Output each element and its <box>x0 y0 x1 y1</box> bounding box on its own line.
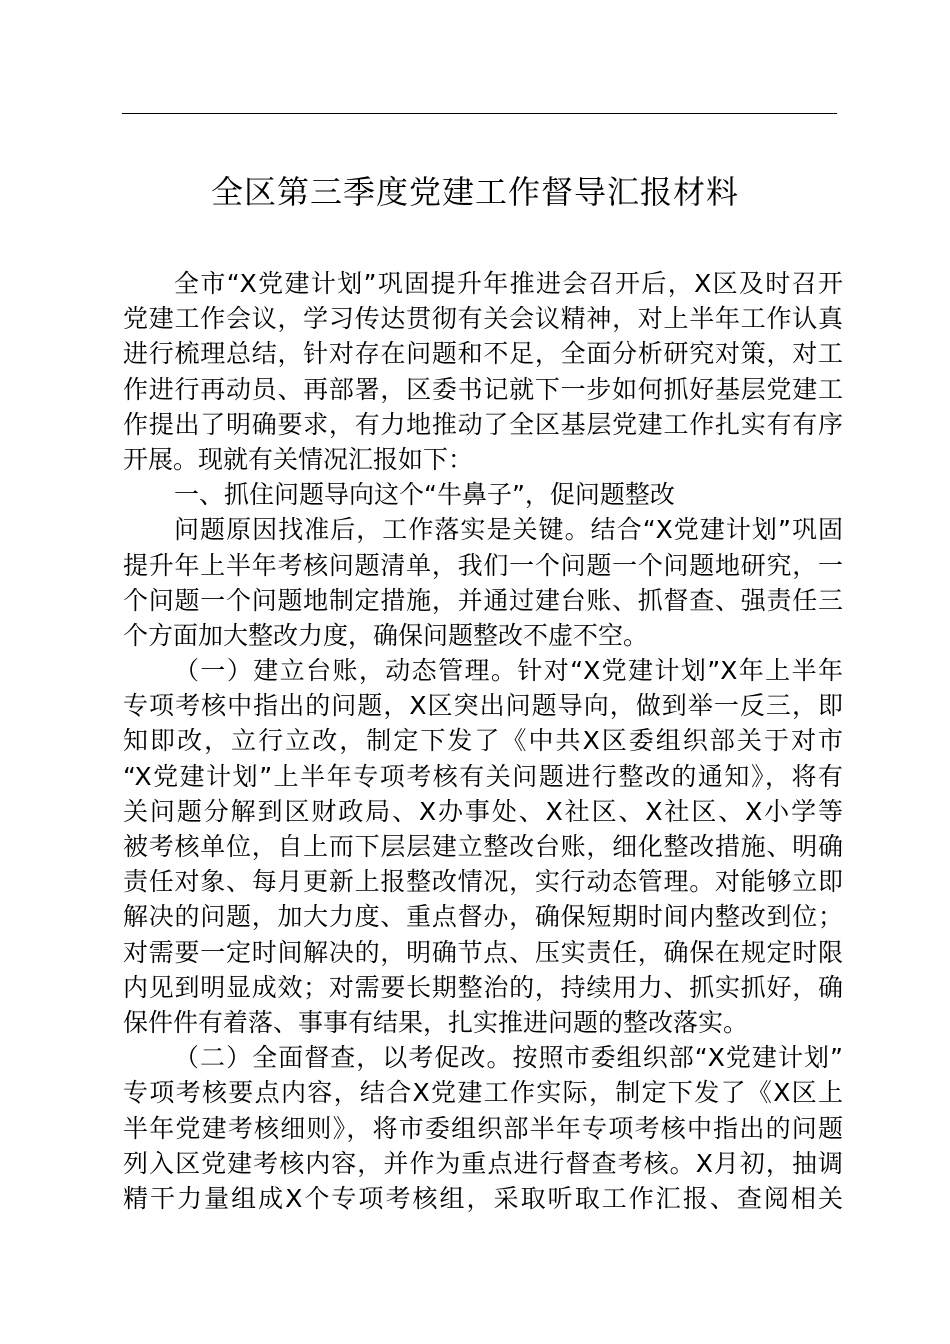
body-line: 责任对象、每月更新上报整改情况，实行动态管理。对能够立即 <box>123 867 843 897</box>
body-line: 知即改，立行立改，制定下发了《中共X区委组织部关于对市 <box>123 726 843 756</box>
document-title: 全区第三季度党建工作督导汇报材料 <box>210 173 739 211</box>
body-line: 党建工作会议，学习传达贯彻有关会议精神，对上半年工作认真 <box>123 304 843 334</box>
body-line: 列入区党建考核内容，并作为重点进行督查考核。X月初，抽调 <box>123 1148 843 1178</box>
body-line: （一）建立台账，动态管理。针对“X党建计划”X年上半年 <box>174 656 843 686</box>
body-line: “X党建计划”上半年专项考核有关问题进行整改的通知》，将有 <box>123 761 843 791</box>
body-line: 专项考核要点内容，结合X党建工作实际，制定下发了《X区上 <box>123 1078 843 1108</box>
body-line: 问题原因找准后，工作落实是关键。结合“X党建计划”巩固 <box>174 515 843 545</box>
section-heading: 一、抓住问题导向这个“牛鼻子”，促问题整改 <box>174 480 675 510</box>
body-line: 内见到明显成效；对需要长期整治的，持续用力、抓实抓好，确 <box>123 972 843 1002</box>
body-line: 全市“X党建计划”巩固提升年推进会召开后，X区及时召开 <box>174 269 843 298</box>
header-rule <box>122 113 837 114</box>
body-line: 半年党建考核细则》，将市委组织部半年专项考核中指出的问题 <box>123 1113 843 1143</box>
body-line: 对需要一定时间解决的，明确节点、压实责任，确保在规定时限 <box>123 937 843 967</box>
body-line: （二）全面督查，以考促改。按照市委组织部“X党建计划” <box>174 1043 843 1073</box>
body-line: 开展。现就有关情况汇报如下： <box>123 444 474 474</box>
body-line: 提升年上半年考核问题清单，我们一个问题一个问题地研究，一 <box>123 550 843 580</box>
body-line: 精干力量组成X个专项考核组，采取听取工作汇报、查阅相关 <box>123 1183 843 1213</box>
body-line: 作提出了明确要求，有力地推动了全区基层党建工作扎实有有序 <box>123 409 843 439</box>
body-line: 关问题分解到区财政局、X办事处、X社区、X社区、X小学等 <box>123 796 843 826</box>
body-line: 专项考核中指出的问题，X区突出问题导向，做到举一反三，即 <box>123 691 843 721</box>
body-line: 解决的问题，加大力度、重点督办，确保短期时间内整改到位； <box>123 902 843 932</box>
document-body <box>123 266 843 1216</box>
body-line: 保件件有着落、事事有结果，扎实推进问题的整改落实。 <box>123 1007 749 1037</box>
body-line: 个方面加大整改力度，确保问题整改不虚不空。 <box>123 620 649 650</box>
body-line: 作进行再动员、再部署，区委书记就下一步如何抓好基层党建工 <box>123 374 843 404</box>
body-line: 个问题一个问题地制定措施，并通过建台账、抓督查、强责任三 <box>123 585 843 615</box>
body-line: 进行梳理总结，针对存在问题和不足，全面分析研究对策，对工 <box>123 339 843 369</box>
body-line: 被考核单位，自上而下层层建立整改台账，细化整改措施、明确 <box>123 832 843 861</box>
